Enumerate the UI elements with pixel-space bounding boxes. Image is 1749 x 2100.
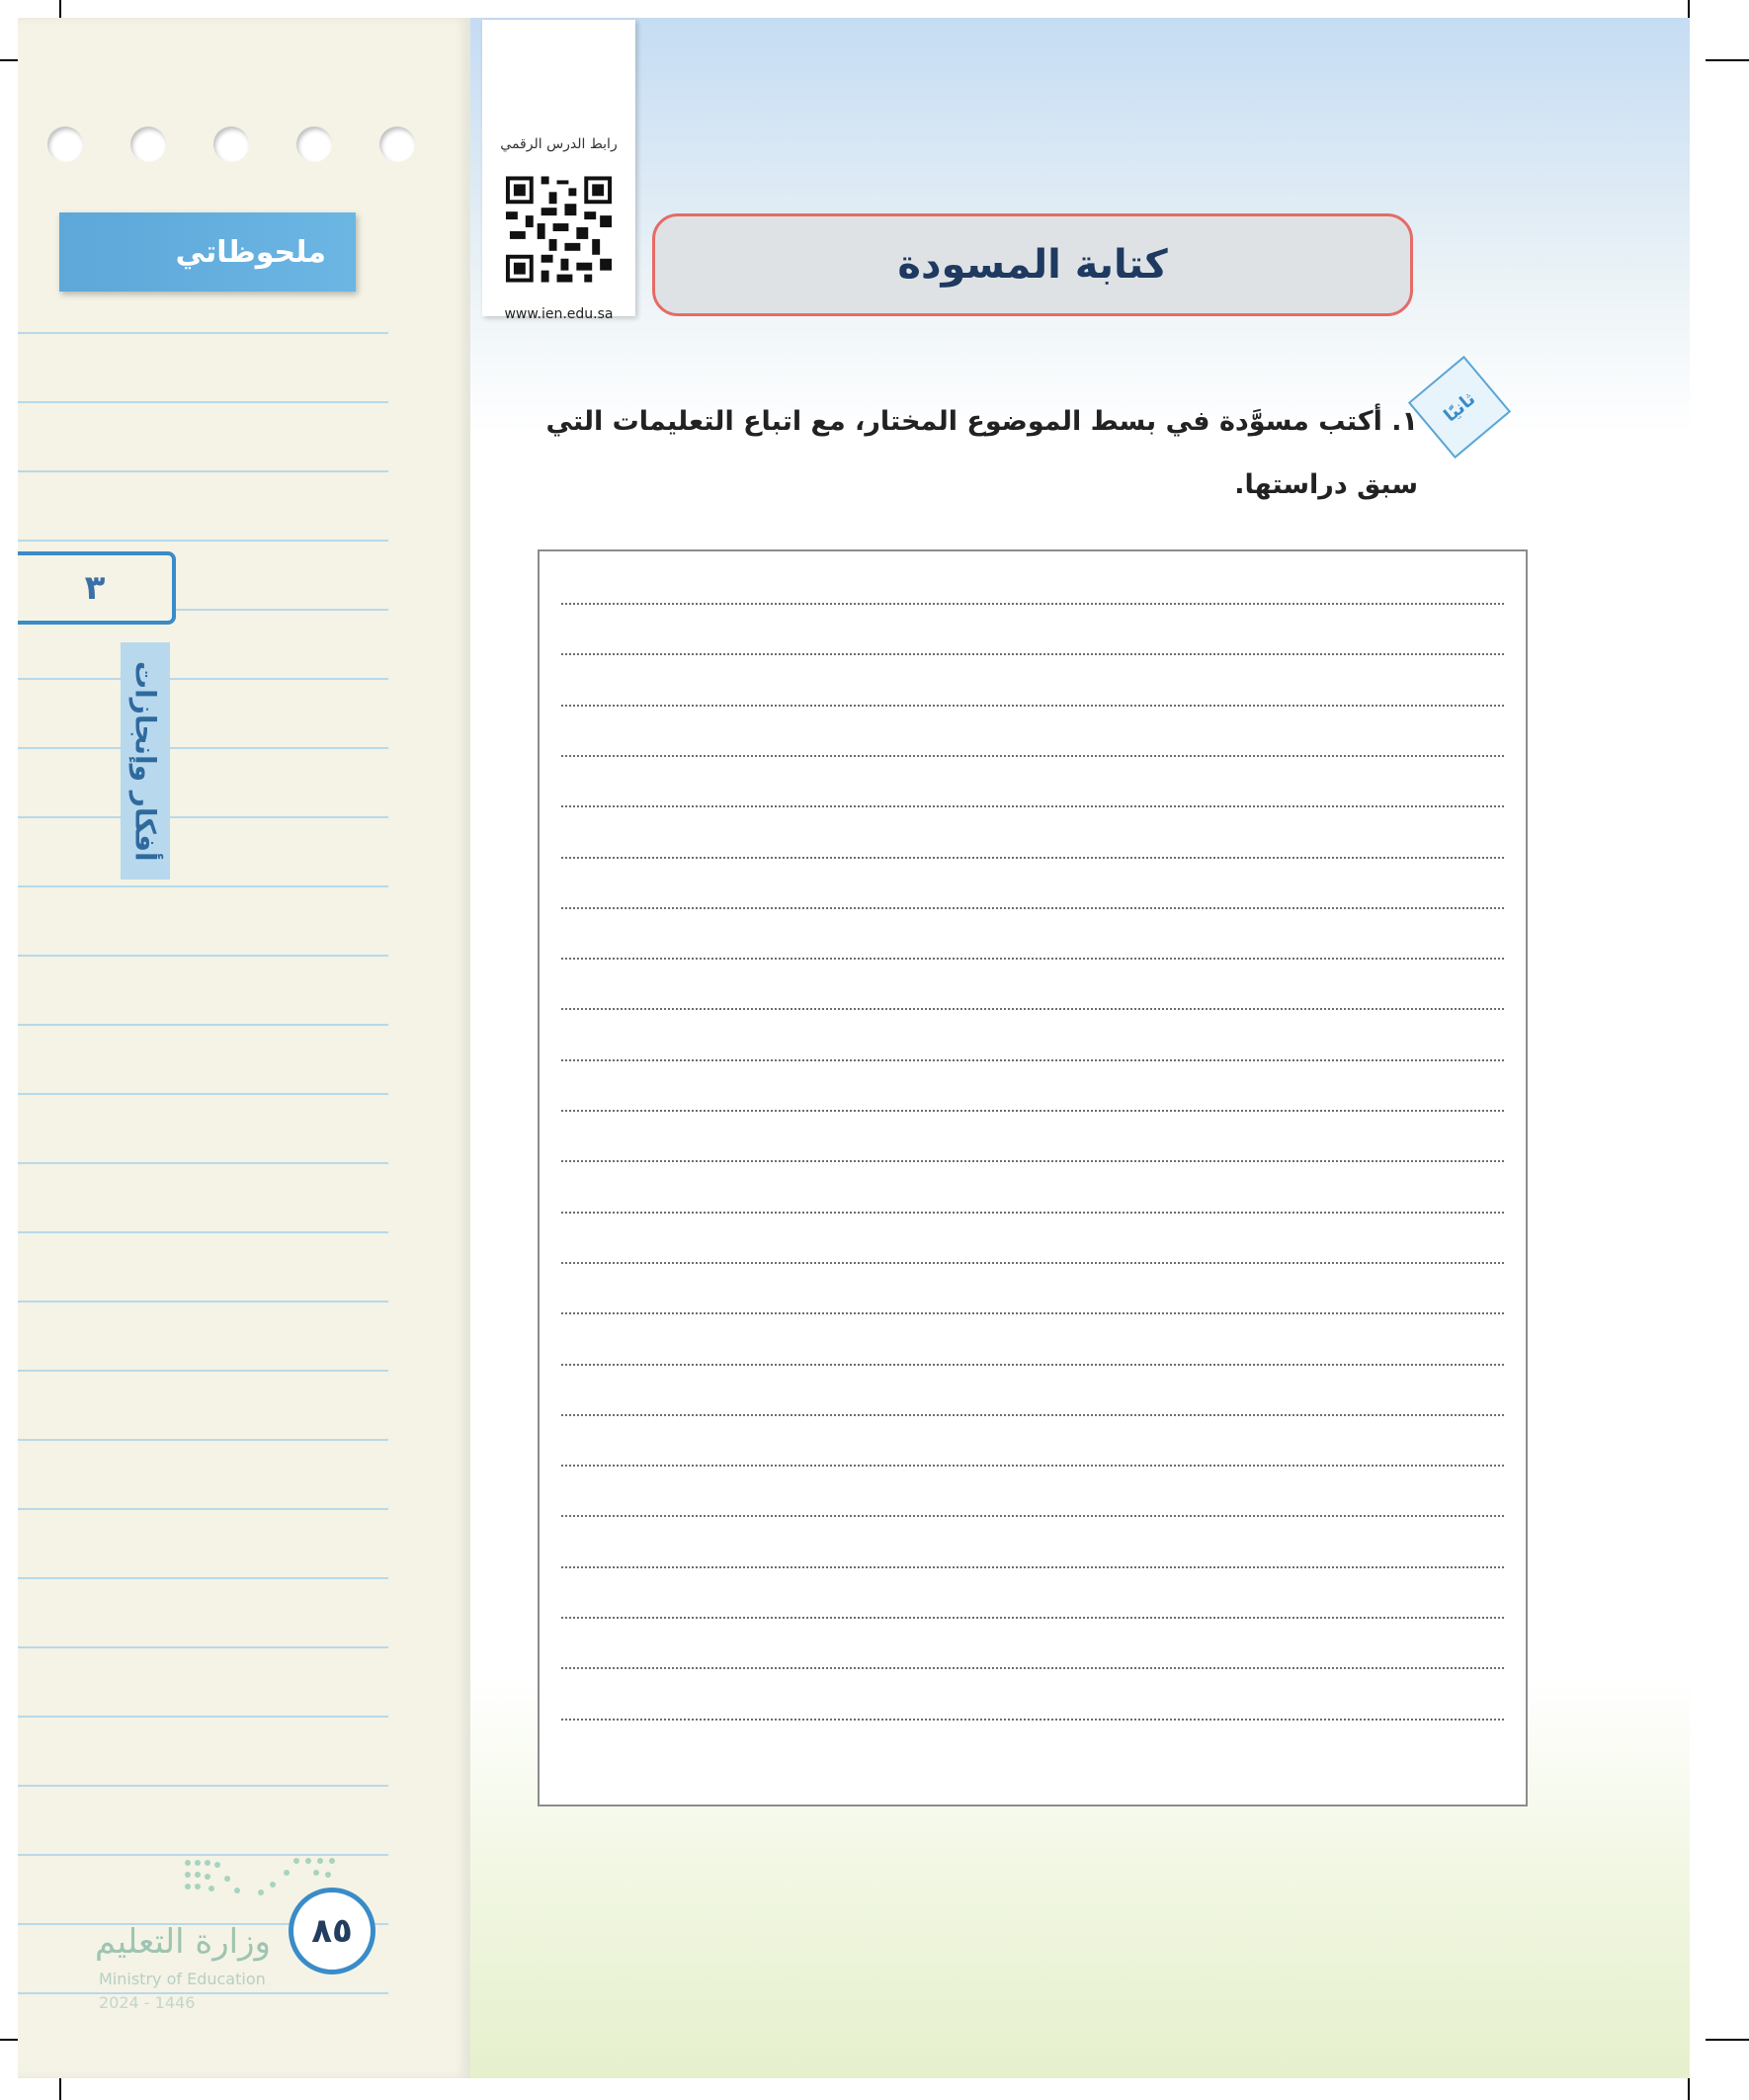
writing-line[interactable]: [561, 1008, 1504, 1010]
writing-line[interactable]: [561, 1110, 1504, 1112]
trim-mark: [1706, 59, 1749, 61]
unit-title: أفكار وإنجازات: [128, 660, 162, 862]
notes-rule-line: [18, 401, 388, 403]
ministry-years: 2024 - 1446: [99, 1993, 196, 2012]
writing-line[interactable]: [561, 857, 1504, 859]
page-title: كتابة المسودة: [897, 242, 1168, 288]
notes-rule-line: [18, 1301, 388, 1302]
notes-rule-line: [18, 470, 388, 472]
writing-line[interactable]: [561, 1667, 1504, 1669]
qr-card[interactable]: [482, 20, 635, 322]
binder-hole: [130, 126, 166, 162]
writing-line[interactable]: [561, 1312, 1504, 1314]
notes-rule-line: [18, 955, 388, 957]
writing-line[interactable]: [561, 1160, 1504, 1162]
notes-rule-line: [18, 1577, 388, 1579]
notes-rule-line: [18, 1162, 388, 1164]
writing-line[interactable]: [561, 1515, 1504, 1517]
notes-rule-line: [18, 1439, 388, 1441]
unit-number: ٣: [84, 568, 106, 608]
notes-rule-line: [18, 1992, 388, 1994]
writing-line[interactable]: [561, 1465, 1504, 1467]
writing-line[interactable]: [561, 653, 1504, 655]
notes-rule-line: [18, 540, 388, 542]
notes-rule-line: [18, 747, 388, 749]
binder-hole: [379, 126, 415, 162]
notes-label: ملحوظاتي: [175, 234, 326, 270]
instruction-text: ١. أكتب مسوَّدة في بسط الموضوع المختار، مع اتباع التعليمات التي سبق دراستها.: [545, 406, 1418, 500]
writing-line[interactable]: [561, 1617, 1504, 1619]
qr-url[interactable]: www.ien.edu.sa: [504, 306, 614, 322]
writing-line[interactable]: [561, 705, 1504, 707]
notes-rule-line: [18, 332, 388, 334]
notes-rule-line: [18, 1716, 388, 1718]
ministry-name-english: Ministry of Education: [99, 1970, 266, 1988]
notes-rule-line: [18, 1508, 388, 1510]
notes-rule-line: [18, 816, 388, 818]
notes-tab: [59, 212, 356, 292]
writing-line[interactable]: [561, 1059, 1504, 1061]
unit-number-box: [18, 551, 176, 625]
page-number: [289, 1888, 375, 1974]
notes-rule-line: [18, 678, 388, 680]
qr-label: رابط الدرس الرقمي: [500, 136, 618, 152]
writing-line[interactable]: [561, 1364, 1504, 1366]
writing-line[interactable]: [561, 755, 1504, 757]
notes-rule-line: [18, 1231, 388, 1233]
page-number-text: ٨٥: [311, 1911, 353, 1951]
notes-rule-line: [18, 1093, 388, 1095]
notes-sidebar: [18, 18, 476, 2078]
binder-hole: [47, 126, 83, 162]
writing-line[interactable]: [561, 603, 1504, 605]
unit-title-strip: [121, 642, 170, 880]
writing-line[interactable]: [561, 805, 1504, 807]
writing-line[interactable]: [561, 1262, 1504, 1264]
binder-hole: [213, 126, 249, 162]
writing-line[interactable]: [561, 907, 1504, 909]
notes-rule-line: [18, 1024, 388, 1026]
notes-rule-line: [18, 1370, 388, 1372]
qr-code-icon[interactable]: [502, 160, 616, 298]
section-title: [652, 213, 1413, 316]
ministry-name-arabic: وزارة التعليم: [95, 1922, 271, 1962]
writing-line[interactable]: [561, 1566, 1504, 1568]
section-badge-text: ثانيًا: [1440, 387, 1479, 427]
binder-hole: [296, 126, 332, 162]
notes-rule-line: [18, 885, 388, 887]
notes-rule-line: [18, 1785, 388, 1787]
writing-area[interactable]: [538, 549, 1528, 1806]
writing-line[interactable]: [561, 1212, 1504, 1214]
writing-line[interactable]: [561, 1719, 1504, 1721]
trim-mark: [1706, 2039, 1749, 2041]
writing-line[interactable]: [561, 958, 1504, 960]
writing-line[interactable]: [561, 1414, 1504, 1416]
notes-rule-line: [18, 1646, 388, 1648]
